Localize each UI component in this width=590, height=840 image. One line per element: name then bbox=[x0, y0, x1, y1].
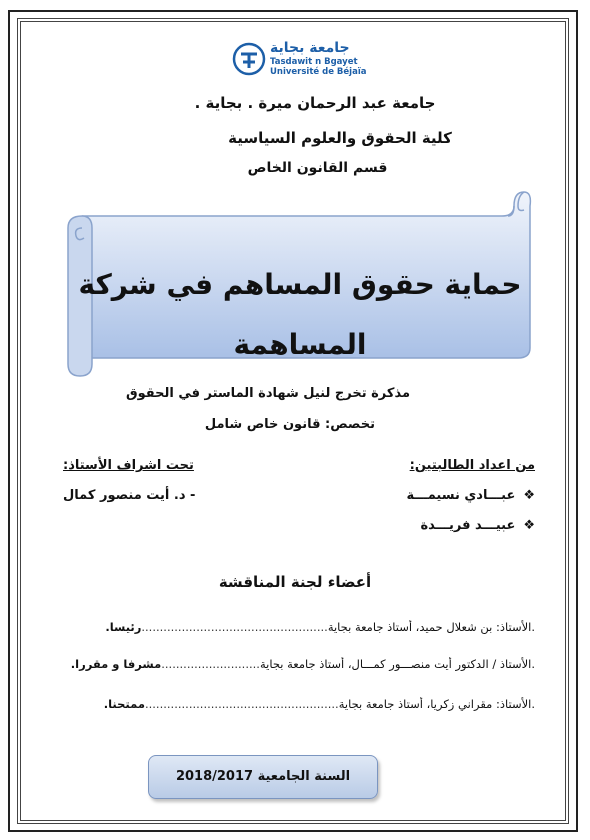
diamond-bullet-icon: ❖ bbox=[523, 488, 535, 503]
committee-member bbox=[55, 697, 535, 711]
students-label: من اعداد الطالبتين: bbox=[409, 458, 535, 473]
committee-member bbox=[55, 620, 535, 634]
faculty-name: كلية الحقوق والعلوم السياسية bbox=[228, 129, 452, 147]
university-emblem-icon bbox=[232, 42, 266, 76]
diamond-bullet-icon: ❖ bbox=[523, 518, 535, 533]
thesis-title-line-2: المساهمة bbox=[233, 328, 367, 361]
department-name: قسم القانون الخاص bbox=[247, 160, 388, 176]
committee-member bbox=[55, 657, 535, 671]
member-text: .الأستاذ: بن شعلال حميد، أستاذ جامعة بجاية bbox=[327, 620, 535, 634]
committee-title: أعضاء لجنة المناقشة bbox=[218, 573, 372, 591]
member-dots: ................................................... bbox=[141, 620, 328, 634]
university-name: جامعة عبد الرحمان ميرة . بجاية . bbox=[194, 94, 436, 112]
university-logo bbox=[232, 40, 372, 80]
logo-kabyle-text: Tasdawit n Bgayet bbox=[270, 57, 358, 67]
member-text: .الأستاذ / الدكتور أيت منصـــور كمـــال، أستاذ جامعة بجاية bbox=[259, 657, 535, 671]
member-dots: ..................................................... bbox=[144, 697, 339, 711]
member-dots: ........................... bbox=[161, 657, 260, 671]
member-role: ممتحنا. bbox=[103, 697, 145, 711]
logo-french-text: Université de Béjaïa bbox=[270, 67, 367, 77]
supervisor-name: - د. أيت منصور كمال bbox=[63, 488, 196, 503]
student-name: عبـــادي نسيمـــة bbox=[406, 488, 516, 503]
student-item bbox=[420, 518, 535, 533]
member-role: رئيسا. bbox=[105, 620, 142, 634]
student-name: عبيـــد فريـــدة bbox=[420, 518, 516, 533]
thesis-type: مذكرة تخرج لنيل شهادة الماستر في الحقوق bbox=[125, 386, 410, 401]
member-text: .الأستاذ: مقراني زكريا، أستاذ جامعة بجاية bbox=[338, 697, 535, 711]
supervisor-label: تحت اشراف الأستاذ: bbox=[63, 458, 194, 473]
thesis-title bbox=[70, 255, 530, 375]
member-role: مشرفا و مقررا. bbox=[70, 657, 162, 671]
academic-year-box: السنة الجامعية 2018/2017 bbox=[148, 755, 378, 799]
logo-arabic-text: جامعة بجاية bbox=[270, 40, 350, 56]
student-item bbox=[406, 488, 535, 503]
thesis-specialty: تخصص: قانون خاص شامل bbox=[204, 417, 375, 432]
thesis-title-line-1: حماية حقوق المساهم في شركة bbox=[78, 268, 522, 301]
